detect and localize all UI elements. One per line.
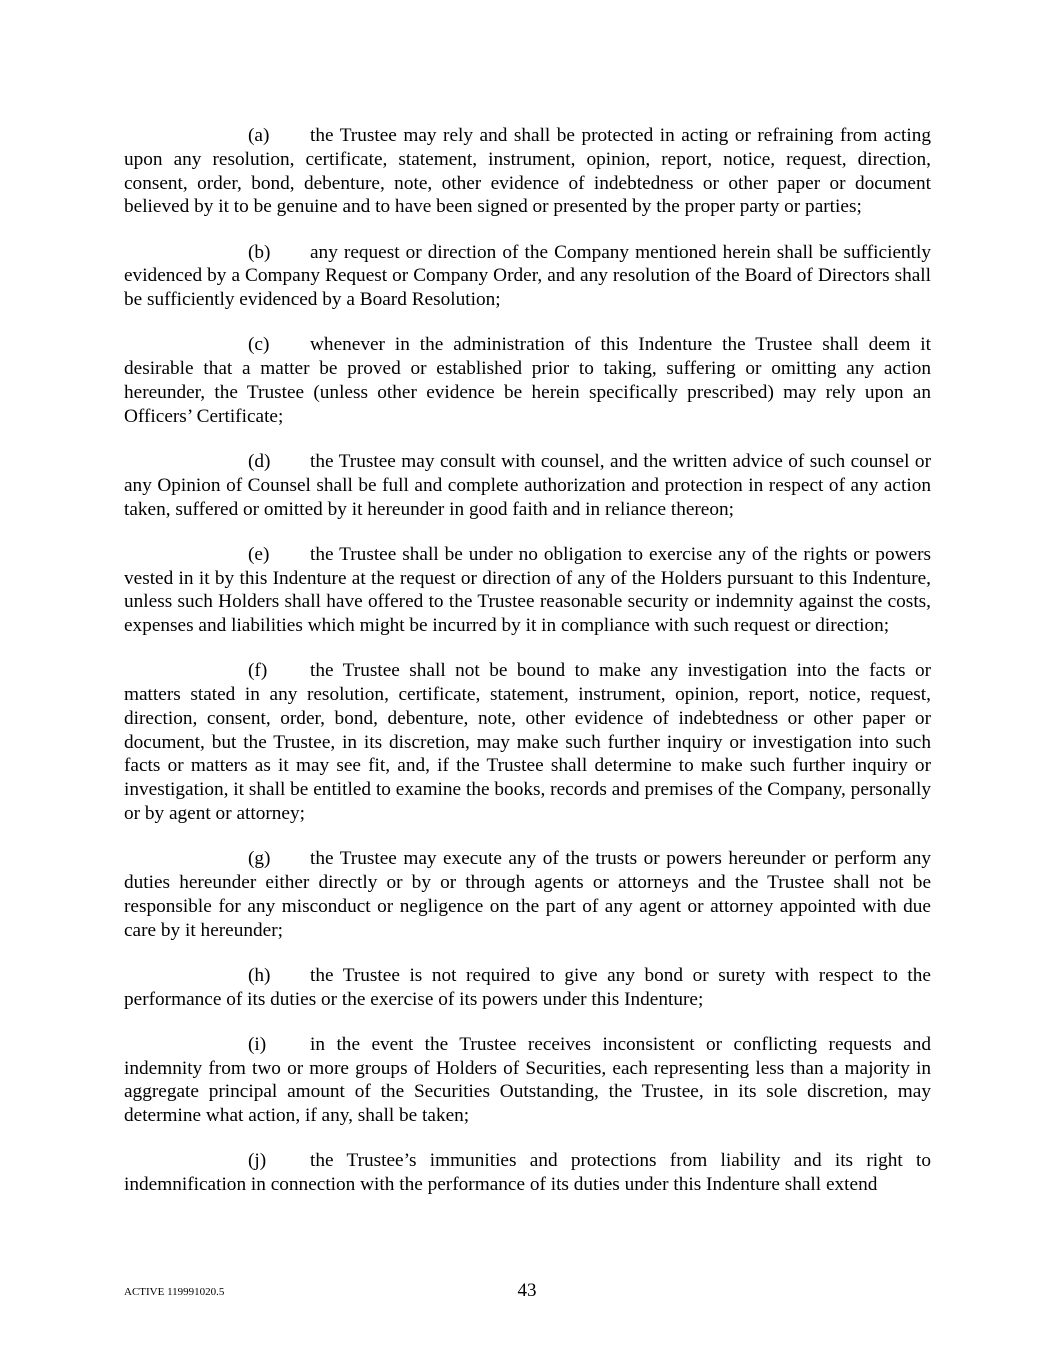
clause-list: [124, 124, 931, 1218]
clause-text: whenever in the administration of this Indenture the Trustee shall deem it desirable that a matter be proved or established prior to taking, suffering or omitting any action hereunder, the Trustee (unless other evidence be herein specifically prescribed) may rely upon an Officers’ Certificate;: [124, 334, 931, 427]
clause-text: the Trustee is not required to give any bond or surety with respect to the performance of its duties or the exercise of its powers under this Indenture;: [124, 964, 931, 1010]
clause-marker: (j): [248, 1150, 267, 1172]
page-number: 43: [517, 1280, 537, 1301]
clause-marker: (f): [248, 660, 268, 682]
clause-c: [124, 333, 931, 428]
clause-d: [124, 450, 931, 521]
clause-marker: (a): [248, 125, 270, 146]
clause-text: any request or direction of the Company mentioned herein shall be sufficiently evidenced by a Company Request or Company Order, and any resolution of the Board of Directors shall be sufficiently evidenced by a Board Resolution;: [124, 241, 931, 311]
clause-text: the Trustee shall not be bound to make any investigation into the facts or matters stated in any resolution, certificate, statement, instrument, opinion, report, notice, request, direction, consent, order, bond, debenture, note, other evidence of indebtedness or other paper or document, but the Trustee, in its discretion, may make such further inquiry or investigation into such facts or matters as it may see fit, and, if the Trustee shall determine to make such further inquiry or investigation, it shall be entitled to examine the books, records and premises of the Company, personally or by agent or attorney;: [124, 660, 931, 825]
clause-b: [124, 241, 931, 312]
clause-text: the Trustee shall be under no obligation to exercise any of the rights or powers vested in it by this Indenture at the request or direction of any of the Holders pursuant to this Indenture, unless such Holders shall have offered to the Trustee reasonable security or indemnity against the costs, expenses and liabilities which might be incurred by it in compliance with such request or direction;: [124, 543, 931, 637]
clause-text: in the event the Trustee receives inconsistent or conflicting requests and indemnity from two or more groups of Holders of Securities, each representing less than a majority in aggregate principal amount of the Securities Outstanding, the Trustee, in its sole discretion, may determine what action, if any, shall be taken;: [124, 1033, 931, 1127]
clause-marker: (h): [248, 964, 271, 986]
clause-marker: (c): [248, 334, 270, 356]
clause-marker: (i): [248, 1033, 267, 1055]
clause-text: the Trustee may execute any of the trusts or powers hereunder or perform any duties hereunder either directly or by or through agents or attorneys and the Trustee shall not be responsible for any misconduct or negligence on the part of any agent or attorney appointed with due care by it hereunder;: [124, 848, 931, 941]
clause-e: [124, 543, 931, 638]
clause-j: [124, 1149, 931, 1197]
document-id: ACTIVE 119991020.5: [124, 1286, 225, 1298]
clause-marker: (e): [248, 543, 270, 565]
clause-text: the Trustee’s immunities and protections from liability and its right to indemnification in connection with the performance of its duties under this Indenture shall extend: [124, 1150, 931, 1196]
clause-g: [124, 847, 931, 942]
clause-f: [124, 659, 931, 826]
clause-marker: (d): [248, 450, 271, 472]
clause-text: the Trustee may rely and shall be protected in acting or refraining from acting upon any resolution, certificate, statement, instrument, opinion, report, notice, request, direction, consent, order, bond, debenture, note, other evidence of indebtedness or other paper or document believed by it to be genuine and to have been signed or presented by the proper party or parties;: [124, 125, 931, 218]
clause-text: the Trustee may consult with counsel, and the written advice of such counsel or any Opinion of Counsel shall be full and complete authorization and protection in respect of any action taken, suffered or omitted by it hereunder in good faith and in reliance thereon;: [124, 450, 931, 520]
clause-marker: (g): [248, 848, 271, 870]
clause-h: [124, 964, 931, 1012]
clause-a: [124, 124, 931, 219]
clause-i: [124, 1033, 931, 1128]
clause-marker: (b): [248, 241, 271, 263]
